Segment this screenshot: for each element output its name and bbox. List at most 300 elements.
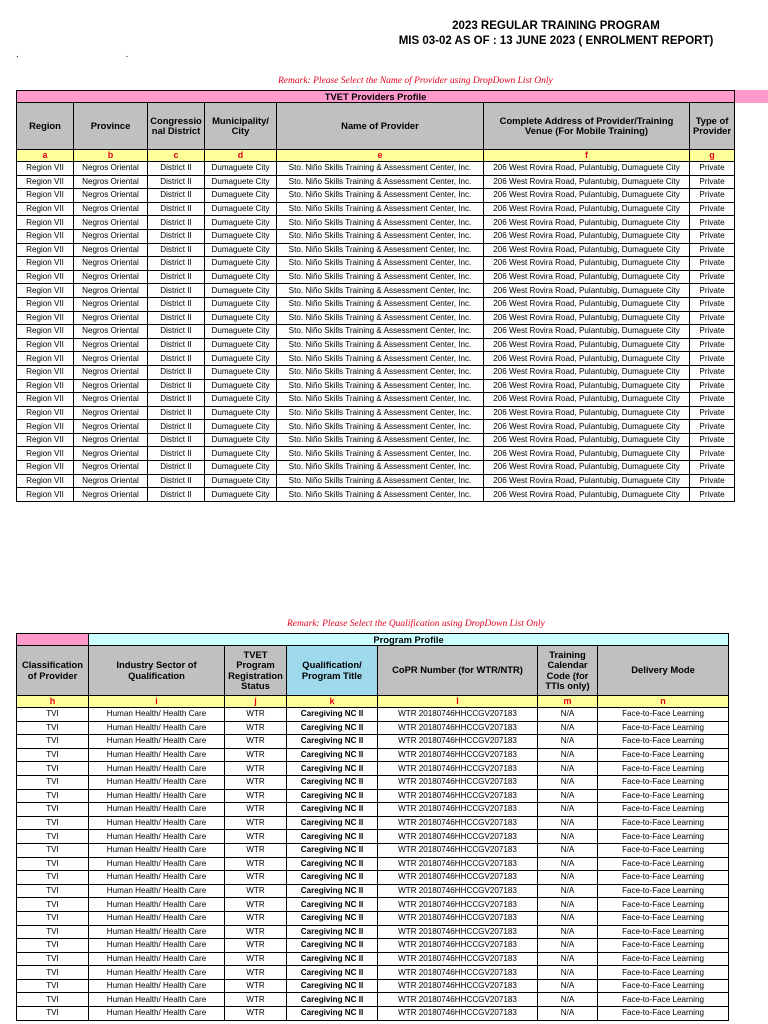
table-cell[interactable]: 206 West Rovira Road, Pulantubig, Dumaguete City (484, 447, 690, 461)
table-cell[interactable]: N/A (538, 966, 598, 980)
table-cell[interactable]: Private (690, 284, 735, 298)
table-cell[interactable]: N/A (538, 884, 598, 898)
table-cell[interactable]: WTR 20180746HHCCGV207183 (378, 952, 538, 966)
table-cell[interactable]: District II (148, 229, 205, 243)
table-cell[interactable]: 206 West Rovira Road, Pulantubig, Dumaguete City (484, 433, 690, 447)
table-cell[interactable]: Human Health/ Health Care (89, 775, 225, 789)
table-cell[interactable]: Region VII (17, 284, 74, 298)
table-cell[interactable]: TVI (17, 966, 89, 980)
table-cell[interactable]: District II (148, 488, 205, 502)
table-cell[interactable]: Human Health/ Health Care (89, 925, 225, 939)
table-cell[interactable]: Face-to-Face Learning (598, 843, 729, 857)
table-cell[interactable]: N/A (538, 803, 598, 817)
table-cell[interactable]: Negros Oriental (74, 461, 148, 475)
table-cell[interactable]: Caregiving NC II (287, 803, 378, 817)
table-cell[interactable]: Dumaguete City (205, 229, 277, 243)
table-cell[interactable]: WTR 20180746HHCCGV207183 (378, 762, 538, 776)
table-cell[interactable]: 206 West Rovira Road, Pulantubig, Dumaguete City (484, 338, 690, 352)
table-cell[interactable]: Region VII (17, 352, 74, 366)
table-cell[interactable]: Sto. Niño Skills Training & Assessment Center, Inc. (277, 420, 484, 434)
table-cell[interactable]: Face-to-Face Learning (598, 952, 729, 966)
table-cell[interactable]: Human Health/ Health Care (89, 884, 225, 898)
table-cell[interactable]: District II (148, 189, 205, 203)
table-cell[interactable]: WTR 20180746HHCCGV207183 (378, 789, 538, 803)
table-cell[interactable]: 206 West Rovira Road, Pulantubig, Dumaguete City (484, 420, 690, 434)
table-cell[interactable]: TVI (17, 775, 89, 789)
table-cell[interactable]: WTR (225, 721, 287, 735)
table-cell[interactable]: WTR 20180746HHCCGV207183 (378, 939, 538, 953)
table-cell[interactable]: Caregiving NC II (287, 775, 378, 789)
table-cell[interactable]: 206 West Rovira Road, Pulantubig, Dumaguete City (484, 243, 690, 257)
table-cell[interactable]: Dumaguete City (205, 243, 277, 257)
table-cell[interactable]: Region VII (17, 216, 74, 230)
table-cell[interactable]: Sto. Niño Skills Training & Assessment Center, Inc. (277, 325, 484, 339)
table-cell[interactable]: Face-to-Face Learning (598, 884, 729, 898)
table-cell[interactable]: 206 West Rovira Road, Pulantubig, Dumaguete City (484, 474, 690, 488)
table-cell[interactable]: Negros Oriental (74, 447, 148, 461)
table-cell[interactable]: Human Health/ Health Care (89, 898, 225, 912)
table-cell[interactable]: Human Health/ Health Care (89, 708, 225, 722)
table-cell[interactable]: N/A (538, 952, 598, 966)
table-cell[interactable]: N/A (538, 993, 598, 1007)
table-cell[interactable]: Negros Oriental (74, 216, 148, 230)
table-cell[interactable]: Private (690, 365, 735, 379)
table-cell[interactable]: District II (148, 270, 205, 284)
table-cell[interactable]: Negros Oriental (74, 311, 148, 325)
table-cell[interactable]: Sto. Niño Skills Training & Assessment Center, Inc. (277, 297, 484, 311)
table-cell[interactable]: N/A (538, 857, 598, 871)
table-cell[interactable]: TVI (17, 939, 89, 953)
table-cell[interactable]: 206 West Rovira Road, Pulantubig, Dumaguete City (484, 488, 690, 502)
table-cell[interactable]: Caregiving NC II (287, 830, 378, 844)
table-cell[interactable]: Dumaguete City (205, 270, 277, 284)
table-cell[interactable]: TVI (17, 721, 89, 735)
table-cell[interactable]: Sto. Niño Skills Training & Assessment Center, Inc. (277, 270, 484, 284)
table-cell[interactable]: TVI (17, 857, 89, 871)
table-cell[interactable]: Dumaguete City (205, 379, 277, 393)
table-cell[interactable]: Private (690, 270, 735, 284)
table-cell[interactable]: Region VII (17, 229, 74, 243)
table-cell[interactable]: N/A (538, 898, 598, 912)
table-cell[interactable]: Human Health/ Health Care (89, 803, 225, 817)
table-cell[interactable]: Caregiving NC II (287, 979, 378, 993)
table-cell[interactable]: TVI (17, 789, 89, 803)
table-cell[interactable]: Region VII (17, 393, 74, 407)
table-cell[interactable]: WTR (225, 708, 287, 722)
table-cell[interactable]: 206 West Rovira Road, Pulantubig, Dumaguete City (484, 379, 690, 393)
table-cell[interactable]: Negros Oriental (74, 202, 148, 216)
table-cell[interactable]: Caregiving NC II (287, 789, 378, 803)
table-cell[interactable]: N/A (538, 911, 598, 925)
table-cell[interactable]: Negros Oriental (74, 406, 148, 420)
table-cell[interactable]: Private (690, 461, 735, 475)
table-cell[interactable]: Caregiving NC II (287, 871, 378, 885)
table-cell[interactable]: Sto. Niño Skills Training & Assessment Center, Inc. (277, 216, 484, 230)
table-cell[interactable]: Region VII (17, 202, 74, 216)
table-cell[interactable]: 206 West Rovira Road, Pulantubig, Dumaguete City (484, 406, 690, 420)
table-cell[interactable]: TVI (17, 843, 89, 857)
table-cell[interactable]: Dumaguete City (205, 162, 277, 176)
table-cell[interactable]: Region VII (17, 243, 74, 257)
table-cell[interactable]: Caregiving NC II (287, 762, 378, 776)
table-cell[interactable]: N/A (538, 830, 598, 844)
table-cell[interactable]: Face-to-Face Learning (598, 898, 729, 912)
table-cell[interactable]: Private (690, 229, 735, 243)
table-cell[interactable]: WTR 20180746HHCCGV207183 (378, 721, 538, 735)
table-cell[interactable]: Negros Oriental (74, 433, 148, 447)
table-cell[interactable]: TVI (17, 803, 89, 817)
table-cell[interactable]: Face-to-Face Learning (598, 816, 729, 830)
table-cell[interactable]: Dumaguete City (205, 175, 277, 189)
table-cell[interactable]: 206 West Rovira Road, Pulantubig, Dumaguete City (484, 325, 690, 339)
table-cell[interactable]: N/A (538, 708, 598, 722)
table-cell[interactable]: Face-to-Face Learning (598, 1007, 729, 1021)
table-cell[interactable]: WTR (225, 939, 287, 953)
table-cell[interactable]: Private (690, 488, 735, 502)
table-cell[interactable]: Face-to-Face Learning (598, 939, 729, 953)
table-cell[interactable]: Negros Oriental (74, 325, 148, 339)
table-cell[interactable]: Region VII (17, 270, 74, 284)
table-cell[interactable]: District II (148, 447, 205, 461)
table-cell[interactable]: Negros Oriental (74, 474, 148, 488)
table-cell[interactable]: Sto. Niño Skills Training & Assessment Center, Inc. (277, 175, 484, 189)
table-cell[interactable]: District II (148, 284, 205, 298)
table-cell[interactable]: 206 West Rovira Road, Pulantubig, Dumaguete City (484, 257, 690, 271)
table-cell[interactable]: WTR 20180746HHCCGV207183 (378, 708, 538, 722)
table-cell[interactable]: TVI (17, 748, 89, 762)
table-cell[interactable]: Caregiving NC II (287, 748, 378, 762)
table-cell[interactable]: Negros Oriental (74, 243, 148, 257)
table-cell[interactable]: TVI (17, 762, 89, 776)
table-cell[interactable]: Human Health/ Health Care (89, 830, 225, 844)
table-cell[interactable]: Sto. Niño Skills Training & Assessment Center, Inc. (277, 311, 484, 325)
table-cell[interactable]: Human Health/ Health Care (89, 993, 225, 1007)
table-cell[interactable]: District II (148, 297, 205, 311)
table-cell[interactable]: WTR 20180746HHCCGV207183 (378, 843, 538, 857)
table-cell[interactable]: Face-to-Face Learning (598, 857, 729, 871)
table-cell[interactable]: Face-to-Face Learning (598, 803, 729, 817)
table-cell[interactable]: Dumaguete City (205, 338, 277, 352)
table-cell[interactable]: Region VII (17, 406, 74, 420)
table-cell[interactable]: District II (148, 175, 205, 189)
table-cell[interactable]: Negros Oriental (74, 365, 148, 379)
table-cell[interactable]: Face-to-Face Learning (598, 871, 729, 885)
table-cell[interactable]: 206 West Rovira Road, Pulantubig, Dumaguete City (484, 311, 690, 325)
table-cell[interactable]: WTR (225, 803, 287, 817)
table-cell[interactable]: WTR (225, 735, 287, 749)
table-cell[interactable]: Negros Oriental (74, 379, 148, 393)
table-cell[interactable]: Sto. Niño Skills Training & Assessment Center, Inc. (277, 447, 484, 461)
table-cell[interactable]: Sto. Niño Skills Training & Assessment Center, Inc. (277, 189, 484, 203)
table-cell[interactable]: Dumaguete City (205, 420, 277, 434)
table-cell[interactable]: Face-to-Face Learning (598, 762, 729, 776)
table-cell[interactable]: District II (148, 257, 205, 271)
table-cell[interactable]: N/A (538, 939, 598, 953)
table-cell[interactable]: Negros Oriental (74, 297, 148, 311)
table-cell[interactable]: District II (148, 162, 205, 176)
table-cell[interactable]: WTR (225, 884, 287, 898)
table-cell[interactable]: Negros Oriental (74, 162, 148, 176)
table-cell[interactable]: WTR 20180746HHCCGV207183 (378, 898, 538, 912)
table-cell[interactable]: Region VII (17, 189, 74, 203)
table-cell[interactable]: Human Health/ Health Care (89, 789, 225, 803)
table-cell[interactable]: N/A (538, 721, 598, 735)
table-cell[interactable]: Negros Oriental (74, 257, 148, 271)
table-cell[interactable]: Sto. Niño Skills Training & Assessment Center, Inc. (277, 433, 484, 447)
table-cell[interactable]: Negros Oriental (74, 338, 148, 352)
table-cell[interactable]: Human Health/ Health Care (89, 748, 225, 762)
table-cell[interactable]: Human Health/ Health Care (89, 939, 225, 953)
table-cell[interactable]: WTR (225, 898, 287, 912)
table-cell[interactable]: Region VII (17, 338, 74, 352)
table-cell[interactable]: District II (148, 393, 205, 407)
table-cell[interactable]: Region VII (17, 311, 74, 325)
table-cell[interactable]: N/A (538, 762, 598, 776)
table-cell[interactable]: WTR (225, 925, 287, 939)
table-cell[interactable]: Caregiving NC II (287, 816, 378, 830)
table-cell[interactable]: Negros Oriental (74, 488, 148, 502)
table-cell[interactable]: Negros Oriental (74, 229, 148, 243)
table-cell[interactable]: Region VII (17, 461, 74, 475)
table-cell[interactable]: N/A (538, 735, 598, 749)
table-cell[interactable]: N/A (538, 871, 598, 885)
table-cell[interactable]: 206 West Rovira Road, Pulantubig, Dumaguete City (484, 461, 690, 475)
table-cell[interactable]: 206 West Rovira Road, Pulantubig, Dumaguete City (484, 393, 690, 407)
table-cell[interactable]: TVI (17, 911, 89, 925)
table-cell[interactable]: WTR 20180746HHCCGV207183 (378, 871, 538, 885)
table-cell[interactable]: WTR 20180746HHCCGV207183 (378, 884, 538, 898)
table-cell[interactable]: TVI (17, 830, 89, 844)
table-cell[interactable]: N/A (538, 775, 598, 789)
table-cell[interactable]: Region VII (17, 297, 74, 311)
table-cell[interactable]: WTR (225, 830, 287, 844)
table-cell[interactable]: N/A (538, 979, 598, 993)
table-cell[interactable]: WTR 20180746HHCCGV207183 (378, 748, 538, 762)
table-cell[interactable]: Face-to-Face Learning (598, 993, 729, 1007)
table-cell[interactable]: Caregiving NC II (287, 966, 378, 980)
table-cell[interactable]: Face-to-Face Learning (598, 830, 729, 844)
table-cell[interactable]: Face-to-Face Learning (598, 911, 729, 925)
table-cell[interactable]: Caregiving NC II (287, 939, 378, 953)
table-cell[interactable]: Caregiving NC II (287, 1007, 378, 1021)
table-cell[interactable]: Dumaguete City (205, 311, 277, 325)
table-cell[interactable]: WTR (225, 979, 287, 993)
table-cell[interactable]: Face-to-Face Learning (598, 789, 729, 803)
table-cell[interactable]: Region VII (17, 365, 74, 379)
table-cell[interactable]: Region VII (17, 379, 74, 393)
table-cell[interactable]: Private (690, 325, 735, 339)
table-cell[interactable]: Private (690, 297, 735, 311)
table-cell[interactable]: 206 West Rovira Road, Pulantubig, Dumaguete City (484, 284, 690, 298)
table-cell[interactable]: WTR 20180746HHCCGV207183 (378, 775, 538, 789)
table-cell[interactable]: Face-to-Face Learning (598, 735, 729, 749)
table-cell[interactable]: WTR 20180746HHCCGV207183 (378, 816, 538, 830)
table-cell[interactable]: 206 West Rovira Road, Pulantubig, Dumaguete City (484, 189, 690, 203)
table-cell[interactable]: N/A (538, 816, 598, 830)
table-cell[interactable]: Dumaguete City (205, 257, 277, 271)
table-cell[interactable]: Private (690, 216, 735, 230)
table-cell[interactable]: Human Health/ Health Care (89, 979, 225, 993)
table-cell[interactable]: WTR 20180746HHCCGV207183 (378, 966, 538, 980)
table-cell[interactable]: WTR 20180746HHCCGV207183 (378, 857, 538, 871)
table-cell[interactable]: Negros Oriental (74, 175, 148, 189)
table-cell[interactable]: WTR 20180746HHCCGV207183 (378, 735, 538, 749)
table-cell[interactable]: TVI (17, 952, 89, 966)
table-cell[interactable]: District II (148, 420, 205, 434)
table-cell[interactable]: District II (148, 202, 205, 216)
table-cell[interactable]: District II (148, 433, 205, 447)
table-cell[interactable]: 206 West Rovira Road, Pulantubig, Dumaguete City (484, 229, 690, 243)
table-cell[interactable]: District II (148, 406, 205, 420)
table-cell[interactable]: TVI (17, 871, 89, 885)
table-cell[interactable]: Dumaguete City (205, 325, 277, 339)
table-cell[interactable]: WTR 20180746HHCCGV207183 (378, 830, 538, 844)
table-cell[interactable]: Caregiving NC II (287, 911, 378, 925)
table-cell[interactable]: Sto. Niño Skills Training & Assessment Center, Inc. (277, 365, 484, 379)
table-cell[interactable]: TVI (17, 708, 89, 722)
table-cell[interactable]: Human Health/ Health Care (89, 721, 225, 735)
table-cell[interactable]: WTR (225, 1007, 287, 1021)
table-cell[interactable]: TVI (17, 979, 89, 993)
table-cell[interactable]: 206 West Rovira Road, Pulantubig, Dumaguete City (484, 270, 690, 284)
table-cell[interactable]: Dumaguete City (205, 297, 277, 311)
table-cell[interactable]: Negros Oriental (74, 284, 148, 298)
table-cell[interactable]: Region VII (17, 325, 74, 339)
table-cell[interactable]: Region VII (17, 162, 74, 176)
table-cell[interactable]: Private (690, 379, 735, 393)
table-cell[interactable]: Private (690, 202, 735, 216)
table-cell[interactable]: 206 West Rovira Road, Pulantubig, Dumaguete City (484, 162, 690, 176)
table-cell[interactable]: N/A (538, 748, 598, 762)
table-cell[interactable]: Dumaguete City (205, 393, 277, 407)
table-cell[interactable]: Private (690, 175, 735, 189)
table-cell[interactable]: 206 West Rovira Road, Pulantubig, Dumaguete City (484, 365, 690, 379)
table-cell[interactable]: WTR (225, 952, 287, 966)
table-cell[interactable]: WTR 20180746HHCCGV207183 (378, 993, 538, 1007)
table-cell[interactable]: District II (148, 365, 205, 379)
table-cell[interactable]: WTR (225, 857, 287, 871)
table-cell[interactable]: Human Health/ Health Care (89, 952, 225, 966)
table-cell[interactable]: Human Health/ Health Care (89, 1007, 225, 1021)
table-cell[interactable]: Sto. Niño Skills Training & Assessment Center, Inc. (277, 243, 484, 257)
table-cell[interactable]: Caregiving NC II (287, 898, 378, 912)
table-cell[interactable]: Human Health/ Health Care (89, 762, 225, 776)
table-cell[interactable]: Dumaguete City (205, 284, 277, 298)
table-cell[interactable]: WTR (225, 966, 287, 980)
table-cell[interactable]: Sto. Niño Skills Training & Assessment Center, Inc. (277, 461, 484, 475)
table-cell[interactable]: N/A (538, 925, 598, 939)
table-cell[interactable]: Negros Oriental (74, 189, 148, 203)
table-cell[interactable]: Private (690, 162, 735, 176)
table-cell[interactable]: Negros Oriental (74, 270, 148, 284)
table-cell[interactable]: N/A (538, 843, 598, 857)
table-cell[interactable]: Dumaguete City (205, 447, 277, 461)
table-cell[interactable]: District II (148, 243, 205, 257)
table-cell[interactable]: Dumaguete City (205, 202, 277, 216)
table-cell[interactable]: Private (690, 352, 735, 366)
table-cell[interactable]: WTR (225, 748, 287, 762)
table-cell[interactable]: Sto. Niño Skills Training & Assessment Center, Inc. (277, 474, 484, 488)
table-cell[interactable]: 206 West Rovira Road, Pulantubig, Dumaguete City (484, 297, 690, 311)
table-cell[interactable]: Negros Oriental (74, 393, 148, 407)
table-cell[interactable]: Human Health/ Health Care (89, 816, 225, 830)
table-cell[interactable]: TVI (17, 993, 89, 1007)
table-cell[interactable]: Face-to-Face Learning (598, 721, 729, 735)
table-cell[interactable]: District II (148, 325, 205, 339)
table-cell[interactable]: N/A (538, 1007, 598, 1021)
table-cell[interactable]: Sto. Niño Skills Training & Assessment Center, Inc. (277, 406, 484, 420)
table-cell[interactable]: Private (690, 393, 735, 407)
table-cell[interactable]: Region VII (17, 257, 74, 271)
table-cell[interactable]: Human Health/ Health Care (89, 871, 225, 885)
table-cell[interactable]: 206 West Rovira Road, Pulantubig, Dumaguete City (484, 202, 690, 216)
table-cell[interactable]: District II (148, 352, 205, 366)
table-cell[interactable]: WTR (225, 775, 287, 789)
table-cell[interactable]: District II (148, 461, 205, 475)
table-cell[interactable]: Human Health/ Health Care (89, 857, 225, 871)
table-cell[interactable]: Dumaguete City (205, 488, 277, 502)
table-cell[interactable]: District II (148, 379, 205, 393)
table-cell[interactable]: Private (690, 447, 735, 461)
table-cell[interactable]: Dumaguete City (205, 474, 277, 488)
table-cell[interactable]: Human Health/ Health Care (89, 966, 225, 980)
table-cell[interactable]: WTR 20180746HHCCGV207183 (378, 911, 538, 925)
table-cell[interactable]: TVI (17, 898, 89, 912)
table-cell[interactable]: Face-to-Face Learning (598, 708, 729, 722)
table-cell[interactable]: TVI (17, 925, 89, 939)
table-cell[interactable]: Region VII (17, 447, 74, 461)
table-cell[interactable]: WTR (225, 911, 287, 925)
table-cell[interactable]: Private (690, 338, 735, 352)
table-cell[interactable]: Caregiving NC II (287, 721, 378, 735)
table-cell[interactable]: Caregiving NC II (287, 884, 378, 898)
table-cell[interactable]: District II (148, 216, 205, 230)
table-cell[interactable]: WTR 20180746HHCCGV207183 (378, 1007, 538, 1021)
table-cell[interactable]: Sto. Niño Skills Training & Assessment Center, Inc. (277, 284, 484, 298)
table-cell[interactable]: WTR 20180746HHCCGV207183 (378, 925, 538, 939)
table-cell[interactable]: Private (690, 474, 735, 488)
table-cell[interactable]: WTR 20180746HHCCGV207183 (378, 979, 538, 993)
table-cell[interactable]: Face-to-Face Learning (598, 966, 729, 980)
table-cell[interactable]: Private (690, 243, 735, 257)
table-cell[interactable]: Private (690, 189, 735, 203)
table-cell[interactable]: WTR (225, 843, 287, 857)
table-cell[interactable]: TVI (17, 884, 89, 898)
table-cell[interactable]: Dumaguete City (205, 365, 277, 379)
table-cell[interactable]: N/A (538, 789, 598, 803)
table-cell[interactable]: WTR (225, 762, 287, 776)
table-cell[interactable]: Sto. Niño Skills Training & Assessment Center, Inc. (277, 162, 484, 176)
table-cell[interactable]: Human Health/ Health Care (89, 843, 225, 857)
table-cell[interactable]: Caregiving NC II (287, 735, 378, 749)
table-cell[interactable]: Dumaguete City (205, 433, 277, 447)
table-cell[interactable]: 206 West Rovira Road, Pulantubig, Dumaguete City (484, 216, 690, 230)
table-cell[interactable]: Private (690, 406, 735, 420)
table-cell[interactable]: Dumaguete City (205, 352, 277, 366)
table-cell[interactable]: Dumaguete City (205, 461, 277, 475)
table-cell[interactable]: Private (690, 311, 735, 325)
table-cell[interactable]: Private (690, 420, 735, 434)
table-cell[interactable]: Negros Oriental (74, 352, 148, 366)
table-cell[interactable]: Dumaguete City (205, 406, 277, 420)
table-cell[interactable]: District II (148, 338, 205, 352)
table-cell[interactable]: TVI (17, 1007, 89, 1021)
table-cell[interactable]: Sto. Niño Skills Training & Assessment Center, Inc. (277, 393, 484, 407)
table-cell[interactable]: 206 West Rovira Road, Pulantubig, Dumaguete City (484, 352, 690, 366)
table-cell[interactable]: TVI (17, 735, 89, 749)
table-cell[interactable]: Caregiving NC II (287, 925, 378, 939)
table-cell[interactable]: Caregiving NC II (287, 857, 378, 871)
